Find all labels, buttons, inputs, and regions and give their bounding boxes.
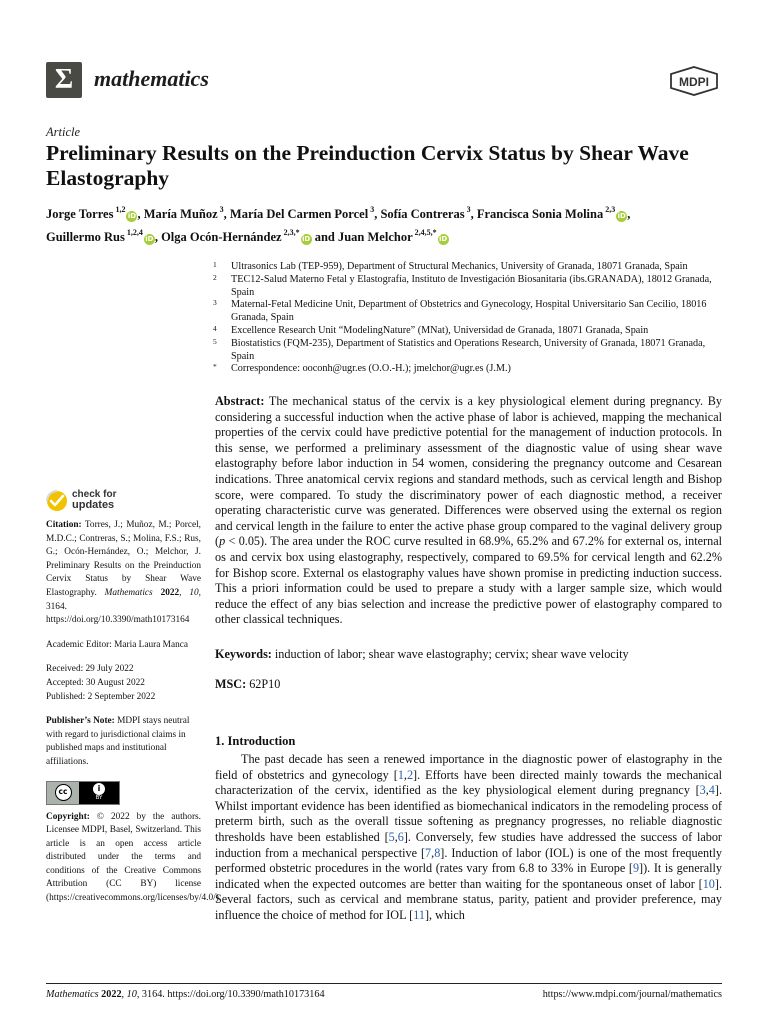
affiliation-mark: 2 (213, 272, 217, 282)
published-date: Published: 2 September 2022 (46, 691, 156, 702)
svg-text:MDPI: MDPI (679, 75, 709, 89)
citation-link[interactable]: 6 (397, 829, 404, 844)
creative-commons-icon: cc (55, 784, 72, 801)
intro-text: , (431, 845, 435, 860)
abstract: Abstract: The mechanical status of the cervix is a key physiological element during pregnancy. By considering a successful induction when the active phase of labor is achieved, mapping the mechanical properties of the cervix could have predictive potential for the management of induction protocols. In this sense, we performed a preliminary assessment of the diagnostic value of using shear wave elastography before labor induction in 54 women, considering the pregnancy outcome and Cesarean indications. Three anatomical cervix regions and standard methods, such as cervical length and Bishop score, were compared. To study the discriminatory power of each diagnostic method, a receiver operating characteristic curve was generated. Differences were observed using the external os region and cervical length in the failure to enter the active phase group compared to the vaginal delivery group (p < 0.05). The area under the ROC curve resulted in 68.9%, 65.2% and 67.2% for external os, internal os and cervix box using elastography, respectively, compared to 69.5% for cervical length and 62.2% for Bishop score. External os elastography values have shown promise in predicting induction success. This a priori information could be used to prepare a study with a larger sample size, which would reduce the effect of any bias selection and increase the predictive power of elastography compared to other classical techniques. (215, 394, 722, 627)
author-name: Juan Melchor (337, 230, 413, 245)
intro-text: ]). It is generally indicated when the expected outcomes are better than waiting for the spontaneous onset of labor [ (215, 861, 723, 891)
by-label: BY (95, 795, 103, 801)
author-name: Guillermo Rus (46, 230, 125, 245)
footer-divider (46, 983, 722, 984)
author-affiliation-marks: 3 (217, 205, 224, 214)
orcid-icon[interactable]: iD (127, 212, 137, 221)
affiliation-item (213, 299, 725, 325)
author-name: María Del Carmen Porcel (229, 207, 369, 222)
citation-block: Citation: Torres, J.; Muñoz, M.; Porcel, M.D.C.; Contreras, S.; Molina, F.S.; Rus, G.; Ocón-Hernández, O.; Melchor, J. Preliminary Results on the Preinduction Cervix Status by Shear Wave Elastography. Mathematics 2022, 10, 3164. https://doi.org/10.3390/math10173164 (46, 520, 201, 626)
author-list: Jorge Torres $^{1,2}$iD, María Muñoz $^3$, María Del Carmen Porcel $^3$, Sofía Contreras $^3$, Francisca Sonia Molina $^{2,3}$iD, Guillermo Rus $^{1,2,4}$iD, Olga Ocón-Hernández $^{2,3,*}$iD and Juan Melchor $^{2,4,5,*}$iD (46, 205, 631, 245)
intro-text: , (403, 767, 407, 782)
sidebar (46, 488, 222, 917)
copyright-block: Copyright: © 2022 by the authors. Licensee MDPI, Basel, Switzerland. This article is an open access article distributed under the terms and conditions of the Creative Commons Attribution (CC BY) license (https://creativecommons.org/licenses/by/4.0/). (46, 811, 222, 904)
received-date: Received: 29 July 2022 (46, 664, 134, 675)
footer-citation[interactable]: Mathematics 2022, 10, 3164. https://doi.org/10.3390/math10173164 (46, 989, 325, 1000)
affiliation-mark: 5 (213, 336, 217, 346)
orcid-icon[interactable]: iD (145, 235, 154, 244)
intro-text: ], which (424, 907, 465, 922)
affiliation-mark: * (213, 362, 217, 372)
intro-text: ]. Induction of labor (IOL) is one of the most frequently performed obstetric procedures in the world (rates vary from 6.8 to 33% in Europe [ (215, 845, 722, 876)
publishers-note: Publisher’s Note: MDPI stays neutral with regard to jurisdictional claims in published maps and institutional affiliations. (46, 716, 190, 767)
intro-text: ]. Conversely, few studies have addressed the success of labor induction from a mechanical perspective [ (215, 829, 722, 860)
citation-link[interactable]: 9 (632, 861, 640, 876)
citation-link[interactable]: 5 (388, 829, 395, 844)
affiliation-item (213, 338, 725, 364)
intro-text: , (394, 829, 398, 844)
mdpi-logo-icon (668, 66, 720, 96)
affiliation-item (213, 363, 725, 376)
author-name: María Muñoz (143, 207, 218, 222)
intro-text: ]. Whilst important evidence has been identified as biomechanical indicators in the remodeling process of preterm birth, such as the overall tissue softening as pregnancy progresses, no reliable diagnostic thresholds have been established [ (215, 783, 722, 844)
affiliation-text: Ultrasonics Lab (TEP-959), Department of Structural Mechanics, University of Granada, 18071 Granada, Spain (231, 261, 688, 272)
author-affiliation-marks: 1,2 (113, 205, 126, 214)
footer-journal-url[interactable]: https://www.mdpi.com/journal/mathematics (542, 989, 722, 1000)
citation-link[interactable]: 3 (699, 783, 706, 798)
journal-name: mathematics (94, 66, 209, 91)
affiliation-text: Excellence Research Unit “ModelingNature” (MNat), Universidad de Granada, 18071 Granada, Spain (231, 324, 649, 336)
cc-by-license-badge[interactable] (46, 781, 120, 805)
journal-header (46, 62, 722, 98)
intro-text: , (705, 783, 709, 798)
intro-text: ]. Several factors, such as cervical and membrane status, parity, patient and provider preference, may influence the choice of method for IOL [ (215, 876, 722, 922)
orcid-icon[interactable]: iD (439, 235, 448, 244)
citation-link[interactable]: 2 (406, 767, 414, 782)
mdpi-logo[interactable] (668, 66, 720, 96)
section-heading-introduction: 1. Introduction (215, 734, 296, 748)
citation-link[interactable]: 8 (434, 845, 441, 860)
affiliation-item (213, 274, 725, 300)
intro-text: ]. Efforts have been directed mainly towards the mechanical characterization of the cervix, identified as the key physiological element during pregnancy [ (215, 767, 722, 798)
citation-link[interactable]: 11 (413, 907, 425, 922)
affiliation-mark: 1 (213, 260, 217, 269)
author-affiliation-marks: 3 (368, 205, 375, 214)
paper-title: Preliminary Results on the Preinduction Cervix Status by Shear Wave Elastography (46, 141, 689, 190)
author-affiliation-marks: 3 (464, 205, 471, 214)
author-affiliation-marks: 2,4,5,* (412, 228, 437, 238)
attribution-person-icon: i (93, 783, 105, 795)
affiliation-text: TEC12-Salud Materno Fetal y Elastografía, Instituto de Investigación Biosanitaria (ibs.GRANADA), 18012 Granada, Spain (231, 273, 712, 298)
author-name: Jorge Torres (46, 207, 114, 222)
author-name: Sofía Contreras (380, 207, 465, 222)
affiliation-item (213, 261, 725, 274)
keywords: Keywords: induction of labor; shear wave elastography; cervix; shear wave velocity (215, 647, 629, 661)
introduction-paragraph (215, 752, 722, 924)
affiliation-text: Correspondence: ooconh@ugr.es (O.O.-H.); jmelchor@ugr.es (J.M.) (231, 363, 511, 375)
check-for-updates-text: check for updates (72, 489, 117, 511)
affiliation-list (213, 261, 725, 376)
author-name: Olga Ocón-Hernández (161, 230, 282, 245)
affiliation-item (213, 325, 725, 338)
orcid-icon[interactable]: iD (301, 235, 311, 244)
check-for-updates-badge[interactable] (46, 488, 201, 516)
affiliation-mark: 4 (213, 323, 217, 333)
author-affiliation-marks: 2,3 (603, 205, 616, 214)
msc-classification: MSC: 62P10 (215, 677, 281, 691)
affiliation-mark: 3 (213, 298, 217, 308)
check-for-updates-icon (46, 489, 68, 513)
citation-link[interactable]: 10 (702, 876, 715, 891)
accepted-date: Accepted: 30 August 2022 (46, 677, 145, 688)
author-name: Francisca Sonia Molina (476, 207, 604, 222)
author-affiliation-marks: 2,3,* (281, 228, 300, 238)
citation-link[interactable]: 4 (708, 783, 715, 798)
publication-dates (46, 663, 201, 704)
affiliation-text: Maternal-Fetal Medicine Unit, Department of Obstetrics and Gynecology, Hospital Universitario San Cecilio, 18016 Granada, Spain (231, 299, 707, 324)
citation-link[interactable]: 1 (397, 767, 404, 782)
journal-logo-icon: Σ (46, 62, 82, 98)
citation-link[interactable]: 7 (425, 845, 432, 860)
intro-text: The past decade has seen a renewed importance in the diagnostic power of elastography in the field of obstetrics and gynecology [ (215, 752, 722, 782)
orcid-icon[interactable]: iD (617, 212, 626, 221)
affiliation-text: Biostatistics (FQM-235), Department of Statistics and Operations Research, University of Granada, 18071 Granada, Spain (231, 337, 706, 362)
author-affiliation-marks: 1,2,4 (124, 228, 143, 238)
article-type: Article (46, 125, 81, 139)
academic-editor: Academic Editor: Maria Laura Manca (46, 639, 188, 650)
